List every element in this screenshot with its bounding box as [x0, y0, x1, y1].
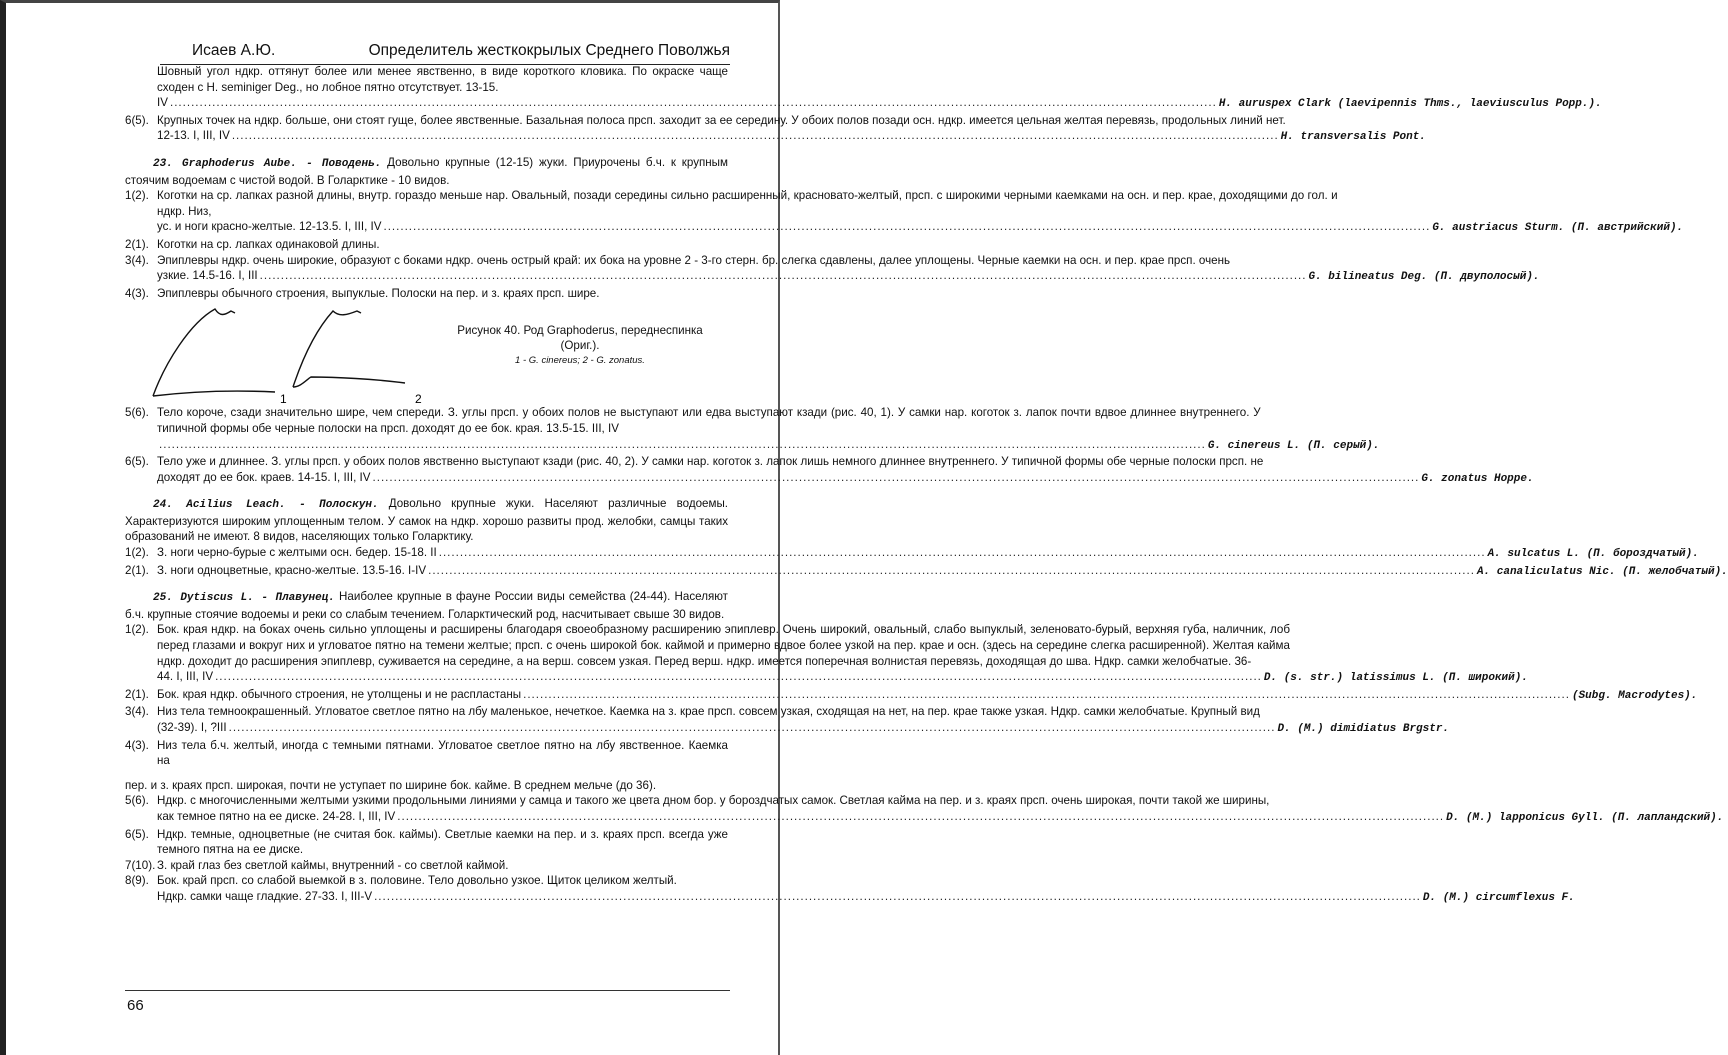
key-couplet: 5(6). Ндкр. с многочисленными желтыми узкими продольными линиями у самца и такого же цвета дном бор. у бороздчатых самок. Светлая кайма на пер. и з. краях прсп. очень широкая, почти такой же ширины, как темное пятно на ее диске. 24-28. I, III, IV ..... D. (M.) lapponicus Gyll. (П. лапландский).: [125, 793, 728, 826]
header-author: Исаев А.Ю.: [192, 42, 276, 59]
key-couplet: 6(5). Ндкр. темные, одноцветные (не считая бок. каймы). Светлые каемки на пер. и з. краях прсп. всегда уже темного пятна на ее диске.: [125, 827, 728, 857]
page-number: 66: [127, 997, 144, 1014]
species-name: G. cinereus L. (П. серый).: [1207, 439, 1380, 452]
genus-section-25: 25. Dytiscus L. - Плавунец. Наиболее крупные в фауне России виды семейства (24-44). Населяют б.ч. крупные стоячие водоемы и реки со слабым течением. Голарктический род, насчитывает свыше 30 видов.: [125, 590, 728, 621]
species-name: D. (s. str.) latissimus L. (П. широкий).: [1263, 672, 1528, 685]
key-couplet: 3(4). Низ тела темноокрашенный. Угловатое светлое пятно на лбу маленькое, нечеткое. Каемка на з. крае прсп. совсем узкая, сходящая на нет, на пер. крае также узкая. Ндкр. самки желобчатые. Крупный вид (32-39). I, ?III ..... D. (M.) dimidiatus Brgstr.: [125, 704, 728, 737]
species-name: H. auruspex Clark (laevipennis Thms., laeviusculus Popp.).: [1218, 98, 1602, 111]
figure-label-2: 2: [415, 392, 422, 407]
key-couplet: 5(6). Тело короче, сзади значительно шире, чем спереди. З. углы прсп. у обоих полов не выступают или едва выступают кзади (рис. 40, 1). У самки нар. коготок з. лапок почти вдвое длиннее внутреннего. У типичной формы обе черные полоски на прсп. доходят до ее бок. края. 13.5-15. III, IV ..... G. cinereus L. (П. серый).: [125, 405, 728, 454]
key-couplet: 1(2). Коготки на ср. лапках разной длины, внутр. гораздо меньше нар. Овальный, позади середины сильно расширенный, красновато-желтый, прсп. с широкими черными каемками на осн. и пер. крае, доходящими до гол. и ндкр. Низ, ус. и ноги красно-желтые. 12-13.5. I, III, IV ..... G. austriacus Sturm. (П. австрийский).: [125, 188, 728, 237]
key-continuation: Шовный угол ндкр. оттянут более или менее явственно, в виде короткого кловика. По окраске чаще сходен с H. seminiger Deg., но лобное пятно отсутствует. 13-15. IV ..... H. auruspex Clark (laevipennis Thms., laeviusculus Popp.).: [125, 64, 728, 113]
key-couplet: 6(5). Тело уже и длиннее. З. углы прсп. у обоих полов явственно выступают кзади (рис. 40, 2). У самки нар. коготок з. лапок лишь немного длиннее внутреннего. У типичной формы обе черные полоски прсп. не доходят до ее бок. краев. 14-15. I, III, IV ..... G. zonatus Hoppe.: [125, 454, 728, 487]
species-name: A. sulcatus L. (П. бороздчатый).: [1487, 548, 1699, 561]
species-name: D. (M.) dimidiatus Brgstr.: [1277, 723, 1450, 735]
genus-title: 23. Graphoderus Aube. - Поводень.: [153, 157, 382, 170]
genus-title: 25. Dytiscus L. - Плавунец.: [153, 592, 335, 605]
genus-section-24: 24. Acilius Leach. - Полоскун. Довольно крупные жуки. Населяют различные водоемы. Характеризуются широким уплощенным телом. У самок на ндкр. хорошо развиты прод. желобки, самцы таких образований не имеют. 8 видов, населяющих только Голарктику.: [125, 497, 728, 544]
running-header: [160, 40, 730, 65]
key-couplet: 3(4). Эпиплевры ндкр. очень широкие, образуют с боками ндкр. очень острый край: их бока на уровне 2 - 3-го стерн. бр. слегка сдавлены, далее уплощены. Черные каемки на осн. и пер. крае прсп. очень узкие. 14.5-16. I, III ..... G. bilineatus Deg. (П. двуполосый).: [125, 253, 728, 286]
key-couplet: 4(3). Эпиплевры обычного строения, выпуклые. Полоски на пер. и з. краях прсп. шире.: [125, 286, 600, 300]
key-couplet: 2(1). З. ноги одноцветные, красно-желтые. 13.5-16. I-IV ..... A. canaliculatus Nic. (П. желобчатый).: [125, 563, 728, 581]
species-name: A. canaliculatus Nic. (П. желобчатый).: [1476, 565, 1728, 578]
header-book-title: Определитель жесткокрылых Среднего Поволжья: [368, 42, 730, 59]
page-body: [125, 64, 1728, 907]
pronotum-outline-drawing: [135, 303, 435, 407]
genus-section-23: 23. Graphoderus Aube. - Поводень. Довольно крупные (12-15) жуки. Приурочены б.ч. к крупным стоячим водоемам с чистой водой. В Голарктике - 10 видов.: [125, 155, 728, 187]
figure-label-1: 1: [280, 392, 287, 407]
figure-subcaption: 1 - G. cinereus; 2 - G. zonatus.: [515, 355, 645, 367]
key-couplet: 7(10). З. край глаз без светлой каймы, внутренний - со светлой каймой.: [125, 858, 509, 872]
key-couplet: 6(5). Крупных точек на ндкр. больше, они стоят гуще, более явственные. Базальная полоса прсп. заходит за ее середину. У обоих полов позади осн. ндкр. имеется цельная желтая перевязь, продольных линий нет. 12-13. I, III, IV ..... H. transversalis Pont.: [125, 113, 728, 146]
key-continuation: пер. и з. краях прсп. широкая, почти не уступает по ширине бок. кайме. В среднем мельче (до 36).: [125, 778, 657, 792]
footer-rule: [125, 990, 730, 991]
key-couplet: 1(2). Бок. края ндкр. на боках очень сильно уплощены и расширены благодаря своеобразному расширению эпиплевр. Очень широкий, овальный, слабо выпуклый, зеленовато-бурый, верхняя губа, наличник, лоб перед глазами и вокруг них и угловатое пятно на темени желтые; прсп. с очень широкой бок. каймой и примерно вдвое более узкой на пер. крае и осн. (здесь на середине слегка расширенной). Желтая кайма ндкр. доходит до расширения эпиплевр, суживается на середине, а на верш. совсем узкая. Перед верш. ндкр. имеется поперечная волнистая перевязь, доходящая до шва. Ндкр. самки желобчатые. 36- 44. I, III, IV ..... D. (s. str.) latissimus L. (П. широкий).: [125, 622, 728, 686]
species-name: D. (M.) lapponicus Gyll. (П. лапландский).: [1446, 811, 1724, 824]
subgenus-name: (Subg. Macrodytes).: [1571, 689, 1698, 702]
figure-caption: Рисунок 40. Род Graphoderus, переднеспинка (Ориг.). 1 - G. cinereus; 2 - G. zonatus.: [445, 323, 715, 368]
species-name: H. transversalis Pont.: [1280, 131, 1426, 144]
species-name: G. zonatus Hoppe.: [1421, 472, 1534, 485]
figure-40: [125, 301, 728, 405]
species-name: G. austriacus Sturm. (П. австрийский).: [1432, 222, 1684, 235]
key-couplet: 1(2). З. ноги черно-бурые с желтыми осн. бедер. 15-18. II ..... A. sulcatus L. (П. бороздчатый).: [125, 545, 728, 563]
species-name: D. (M.) circumflexus F.: [1422, 891, 1575, 904]
key-couplet: 2(1). Бок. края ндкр. обычного строения, не утолщены и не распластаны ..... (Subg. Macrodytes).: [125, 687, 728, 705]
genus-title: 24. Acilius Leach. - Полоскун.: [153, 499, 379, 512]
species-name: G. bilineatus Deg. (П. двуполосый).: [1308, 271, 1540, 284]
key-couplet: 8(9). Бок. край прсп. со слабой выемкой в з. половине. Тело довольно узкое. Щиток целиком желтый. Ндкр. самки чаще гладкие. 27-33. I, III-V ..... D. (M.) circumflexus F.: [125, 873, 728, 906]
key-couplet: 2(1). Коготки на ср. лапках одинаковой длины.: [125, 237, 380, 251]
key-couplet: 4(3). Низ тела б.ч. желтый, иногда с темными пятнами. Угловатое светлое пятно на лбу явственное. Каемка на: [125, 738, 728, 768]
